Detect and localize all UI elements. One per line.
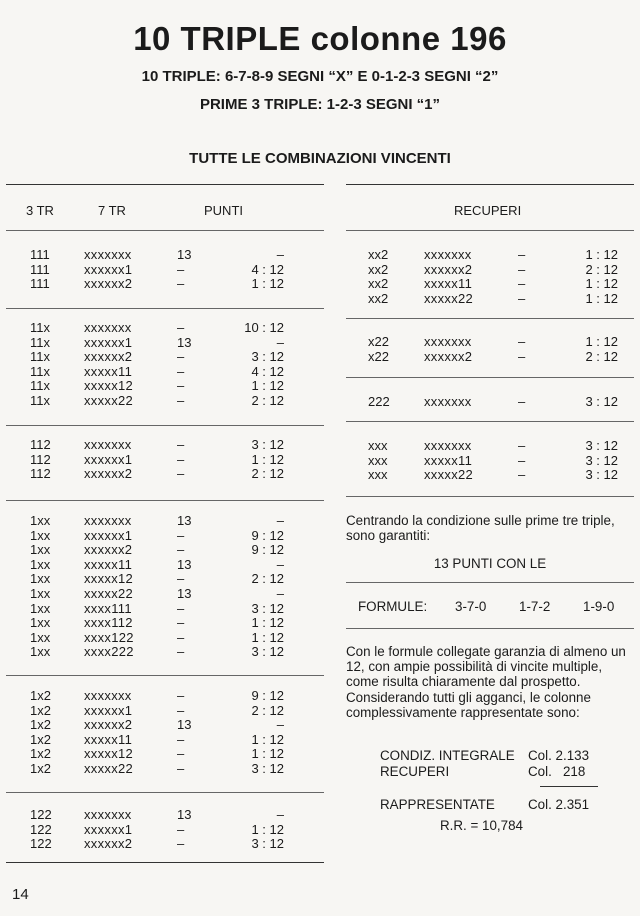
cell-7tr: xxxxxxx — [84, 247, 132, 262]
cell-12-points: – — [276, 247, 284, 262]
cell-13-points: – — [177, 451, 185, 467]
cell-3tr: 112 — [30, 451, 51, 467]
table-row — [346, 248, 634, 263]
cell-12-points: 1 : 12 — [251, 629, 284, 645]
cell-3tr: 122 — [30, 821, 52, 837]
cell-12-points: – — [276, 717, 284, 733]
cell-13-points: – — [177, 629, 185, 645]
cell-12-points: 3 : 12 — [585, 452, 618, 468]
cell-12-points: 3 : 12 — [251, 760, 284, 776]
table-row — [6, 572, 324, 587]
cell-7tr: xxxxxx2 — [84, 717, 133, 733]
cell-12-points: 1 : 12 — [251, 746, 284, 762]
cell-13-points: – — [177, 731, 185, 747]
subtitle-prime: PRIME 3 TRIPLE: 1-2-3 SEGNI “1” — [199, 96, 441, 113]
table-row — [6, 529, 324, 544]
cell-13-points: – — [177, 702, 185, 718]
cell-7tr: xxxxxx2 — [84, 349, 133, 365]
cell-12-points: 3 : 12 — [585, 438, 618, 453]
cell-7tr: xxxxxxx — [84, 807, 132, 822]
recuperi-group — [346, 439, 634, 483]
cell-7tr: xxxxx12 — [84, 571, 134, 587]
cell-3tr: 1x2 — [30, 746, 51, 762]
cell-3tr: 122 — [30, 836, 52, 852]
left-group — [6, 248, 324, 292]
cell-3tr: x22 — [368, 334, 389, 349]
cell-12-points: – — [276, 334, 284, 350]
cell-12-points: 2 : 12 — [251, 466, 284, 482]
cell-13-points: – — [177, 600, 185, 616]
table-row — [6, 350, 324, 365]
right-top-rule — [346, 184, 634, 185]
cell-3tr: 11x — [30, 320, 50, 335]
cell-13-points: – — [518, 348, 526, 364]
cell-13-points: – — [177, 466, 185, 482]
cell-3tr: 1xx — [30, 615, 51, 631]
cell-13-points: – — [177, 392, 185, 408]
cell-7tr: xxxxxxx — [424, 438, 472, 453]
centering-text: Centrando la condizione sulle prime tre triple, sono garantiti: — [346, 513, 615, 544]
cell-3tr: 111 — [30, 276, 50, 292]
cell-3tr: 1x2 — [30, 717, 51, 733]
cell-12-points: 10 : 12 — [244, 320, 284, 335]
table-row — [6, 645, 324, 660]
cell-13-points: – — [177, 821, 185, 837]
cell-3tr: xxx — [368, 467, 388, 483]
cell-12-points: – — [276, 585, 284, 601]
rappresentate-value: Col. 2.351 — [528, 797, 590, 812]
group-separator — [346, 377, 634, 378]
formula-3: 1-9-0 — [583, 599, 615, 614]
table-row — [6, 365, 324, 380]
cell-3tr: 112 — [30, 466, 51, 482]
cell-3tr: 1xx — [30, 542, 51, 558]
formule-bottom-rule — [346, 628, 634, 629]
cell-7tr: xxxxx22 — [424, 467, 474, 483]
cell-7tr: xxxxxx1 — [84, 451, 133, 467]
cell-12-points: – — [276, 556, 284, 572]
table-row — [346, 292, 634, 307]
cell-12-points: 9 : 12 — [251, 542, 284, 558]
cell-3tr: xx2 — [368, 276, 389, 292]
cell-13-points: – — [518, 438, 526, 453]
cell-12-points: 1 : 12 — [585, 334, 618, 349]
cell-13-points: – — [177, 615, 185, 631]
left-group — [6, 438, 324, 482]
cell-12-points: 4 : 12 — [251, 363, 284, 379]
cell-7tr: xxxxxx2 — [84, 276, 133, 292]
recuperi-label: RECUPERI — [380, 764, 450, 779]
table-row — [6, 587, 324, 602]
cell-3tr: 111 — [30, 261, 50, 277]
cell-3tr: 11x — [30, 378, 50, 394]
right-header-rule — [346, 230, 634, 231]
cell-7tr: xxxxxxx — [84, 320, 132, 335]
cell-3tr: 1x2 — [30, 760, 51, 776]
cell-3tr: 112 — [30, 437, 51, 452]
group-separator — [346, 496, 634, 497]
cell-3tr: 1xx — [30, 644, 51, 660]
cell-12-points: 2 : 12 — [251, 571, 284, 587]
cell-12-points: 2 : 12 — [251, 392, 284, 408]
cell-3tr: xxx — [368, 438, 388, 453]
header-7tr: 7 TR — [98, 203, 126, 218]
rr-value: R.R. = 10,784 — [440, 818, 523, 833]
group-separator — [6, 675, 324, 676]
cell-13-points: – — [177, 542, 185, 558]
cell-7tr: xxxx122 — [84, 629, 134, 645]
cell-3tr: 1xx — [30, 629, 51, 645]
recuperi-group — [346, 395, 634, 410]
cell-12-points: 3 : 12 — [585, 394, 618, 409]
table-row — [6, 248, 324, 263]
cell-13-points: – — [177, 378, 185, 394]
cell-3tr: 222 — [368, 394, 390, 409]
cell-13-points: – — [177, 527, 185, 543]
cell-7tr: xxxxxx2 — [84, 836, 133, 852]
cell-13-points: – — [177, 644, 185, 660]
cell-3tr: 1x2 — [30, 731, 51, 747]
cell-7tr: xxxxxxx — [84, 437, 132, 452]
cell-7tr: xxxx111 — [84, 600, 132, 616]
cell-13-points: – — [177, 320, 185, 335]
page-number: 14 — [12, 886, 29, 903]
cell-12-points: 1 : 12 — [585, 276, 618, 292]
cell-7tr: xxxxx11 — [84, 556, 133, 572]
header-punti: PUNTI — [204, 203, 243, 218]
cell-3tr: 1x2 — [30, 702, 51, 718]
table-row — [346, 277, 634, 292]
cell-3tr: 1xx — [30, 571, 51, 587]
subtitle-triple: 10 TRIPLE: 6-7-8-9 SEGNI “X” E 0-1-2-3 SEGNI “2” — [141, 68, 499, 85]
table-row — [6, 543, 324, 558]
cell-3tr: 11x — [30, 392, 50, 408]
recuperi-group — [346, 335, 634, 364]
table-row — [6, 263, 324, 278]
table-row — [6, 336, 324, 351]
cell-7tr: xxxxx22 — [424, 290, 474, 306]
cell-7tr: xxxx112 — [84, 615, 133, 631]
table-row — [346, 395, 634, 410]
cell-7tr: xxxxxx2 — [424, 348, 473, 364]
cell-12-points: 3 : 12 — [251, 836, 284, 852]
table-row — [6, 631, 324, 646]
guaranteed-label: 13 PUNTI CON LE — [433, 556, 547, 571]
cell-13-points: – — [177, 746, 185, 762]
cell-7tr: xxxxx22 — [84, 760, 134, 776]
cell-13-points: 13 — [177, 556, 192, 572]
cell-7tr: xxxxxxx — [424, 334, 472, 349]
section-heading: TUTTE LE COMBINAZIONI VINCENTI — [189, 150, 451, 167]
cell-7tr: xxxxxx2 — [84, 466, 133, 482]
cell-12-points: 1 : 12 — [251, 615, 284, 631]
cell-7tr: xxxxx22 — [84, 585, 134, 601]
table-row — [6, 394, 324, 409]
table-row — [6, 704, 324, 719]
left-group — [6, 689, 324, 777]
totals-rule — [540, 786, 598, 787]
group-separator — [6, 308, 324, 309]
header-3tr: 3 TR — [26, 203, 54, 218]
table-row — [6, 837, 324, 852]
cell-7tr: xxxxxx1 — [84, 334, 133, 350]
cell-7tr: xxxxxx1 — [84, 702, 133, 718]
table-row — [6, 762, 324, 777]
cell-13-points: 13 — [177, 334, 192, 350]
table-row — [6, 718, 324, 733]
cell-13-points: 13 — [177, 585, 192, 601]
group-separator — [6, 792, 324, 793]
page-title: 10 TRIPLE colonne 196 — [133, 20, 507, 57]
cell-13-points: 13 — [177, 717, 192, 733]
cell-3tr: 1xx — [30, 600, 51, 616]
cell-12-points: 1 : 12 — [251, 821, 284, 837]
left-group — [6, 514, 324, 660]
cell-7tr: xxxxx12 — [84, 378, 134, 394]
cell-12-points: 3 : 12 — [251, 600, 284, 616]
cell-13-points: – — [177, 276, 185, 292]
cell-7tr: xxxxx11 — [84, 731, 133, 747]
table-row — [6, 453, 324, 468]
table-row — [346, 454, 634, 469]
cell-12-points: 2 : 12 — [585, 348, 618, 364]
formula-1: 3-7-0 — [455, 599, 487, 614]
cell-12-points: 3 : 12 — [585, 467, 618, 483]
cell-3tr: 1xx — [30, 585, 51, 601]
cell-12-points: 1 : 12 — [251, 276, 284, 292]
cell-7tr: xxxxxx1 — [84, 821, 133, 837]
formula-2: 1-7-2 — [519, 599, 551, 614]
cell-7tr: xxxx222 — [84, 644, 134, 660]
cell-12-points: 1 : 12 — [585, 290, 618, 306]
cell-13-points: – — [518, 247, 526, 262]
group-separator — [6, 425, 324, 426]
cell-3tr: 11x — [30, 334, 50, 350]
cell-3tr: 1xx — [30, 527, 51, 543]
left-top-rule — [6, 184, 324, 185]
table-row — [6, 438, 324, 453]
recuperi-group — [346, 248, 634, 306]
cell-12-points: 9 : 12 — [251, 688, 284, 703]
cell-13-points: – — [177, 261, 185, 277]
table-row — [6, 616, 324, 631]
formule-label: FORMULE: — [358, 599, 428, 614]
cell-12-points: 2 : 12 — [251, 702, 284, 718]
cell-7tr: xxxxxxx — [84, 688, 132, 703]
rappresentate-label: RAPPRESENTATE — [380, 797, 495, 812]
table-row — [6, 321, 324, 336]
table-row — [6, 747, 324, 762]
cell-13-points: – — [518, 290, 526, 306]
table-row — [6, 823, 324, 838]
cell-12-points: 2 : 12 — [585, 261, 618, 277]
cell-7tr: xxxxx11 — [424, 452, 473, 468]
cell-3tr: x22 — [368, 348, 389, 364]
integrale-label: CONDIZ. INTEGRALE — [380, 748, 515, 763]
table-row — [346, 468, 634, 483]
cell-7tr: xxxxxxx — [424, 394, 472, 409]
cell-13-points: – — [518, 467, 526, 483]
cell-7tr: xxxxxx2 — [424, 261, 473, 277]
cell-13-points: 13 — [177, 513, 192, 528]
table-row — [6, 514, 324, 529]
cell-3tr: xxx — [368, 452, 388, 468]
cell-3tr: 111 — [30, 247, 50, 262]
left-group — [6, 321, 324, 409]
cell-7tr: xxxxx11 — [84, 363, 133, 379]
cell-13-points: – — [177, 836, 185, 852]
group-separator — [6, 500, 324, 501]
cell-13-points: – — [177, 437, 185, 452]
cell-13-points: – — [518, 261, 526, 277]
cell-12-points: 1 : 12 — [585, 247, 618, 262]
table-row — [6, 467, 324, 482]
table-row — [6, 558, 324, 573]
cell-3tr: 1xx — [30, 556, 51, 572]
table-row — [6, 379, 324, 394]
cell-13-points: – — [518, 394, 526, 409]
table-row — [346, 439, 634, 454]
left-group — [6, 808, 324, 852]
guarantee-paragraph: Con le formule collegate garanzia di almeno un 12, con ampie possibilità di vincite multiple, come risulta chiaramente dal prospetto. Considerando tutti gli agganci, le colonne complessivamente rappresentate sono: — [346, 644, 626, 720]
cell-12-points: – — [276, 513, 284, 528]
cell-12-points: – — [276, 807, 284, 822]
cell-7tr: xxxxx12 — [84, 746, 134, 762]
cell-13-points: – — [177, 688, 185, 703]
recuperi-value: Col. 218 — [528, 764, 586, 779]
cell-3tr: 1x2 — [30, 688, 51, 703]
cell-12-points: 3 : 12 — [251, 437, 284, 452]
table-row — [6, 808, 324, 823]
integrale-value: Col. 2.133 — [528, 748, 590, 763]
cell-3tr: 11x — [30, 363, 50, 379]
left-header-rule — [6, 230, 324, 231]
table-row — [6, 733, 324, 748]
cell-13-points: – — [518, 334, 526, 349]
table-row — [6, 689, 324, 704]
cell-7tr: xxxxxxx — [424, 247, 472, 262]
cell-12-points: 3 : 12 — [251, 349, 284, 365]
table-row — [346, 335, 634, 350]
table-row — [6, 602, 324, 617]
cell-3tr: xx2 — [368, 290, 389, 306]
cell-12-points: 1 : 12 — [251, 451, 284, 467]
cell-3tr: 1xx — [30, 513, 51, 528]
cell-13-points: 13 — [177, 247, 192, 262]
cell-3tr: 11x — [30, 349, 50, 365]
group-separator — [346, 421, 634, 422]
cell-7tr: xxxxxx2 — [84, 542, 133, 558]
cell-13-points: – — [177, 760, 185, 776]
cell-12-points: 4 : 12 — [251, 261, 284, 277]
cell-13-points: – — [518, 276, 526, 292]
table-row — [6, 277, 324, 292]
cell-13-points: – — [177, 349, 185, 365]
table-row — [346, 350, 634, 365]
cell-12-points: 3 : 12 — [251, 644, 284, 660]
formule-top-rule — [346, 582, 634, 583]
header-recuperi: RECUPERI — [454, 203, 522, 218]
cell-12-points: 9 : 12 — [251, 527, 284, 543]
cell-12-points: 1 : 12 — [251, 378, 284, 394]
cell-7tr: xxxxx11 — [424, 276, 473, 292]
cell-13-points: 13 — [177, 807, 192, 822]
cell-13-points: – — [177, 571, 185, 587]
cell-13-points: – — [177, 363, 185, 379]
cell-7tr: xxxxxx1 — [84, 261, 133, 277]
cell-12-points: 1 : 12 — [251, 731, 284, 747]
table-row — [346, 263, 634, 278]
left-bottom-rule — [6, 862, 324, 863]
cell-7tr: xxxxxxx — [84, 513, 132, 528]
cell-13-points: – — [518, 452, 526, 468]
cell-3tr: xx2 — [368, 261, 389, 277]
cell-3tr: xx2 — [368, 247, 389, 262]
cell-7tr: xxxxx22 — [84, 392, 134, 408]
cell-3tr: 122 — [30, 807, 52, 822]
group-separator — [346, 318, 634, 319]
cell-7tr: xxxxxx1 — [84, 527, 133, 543]
